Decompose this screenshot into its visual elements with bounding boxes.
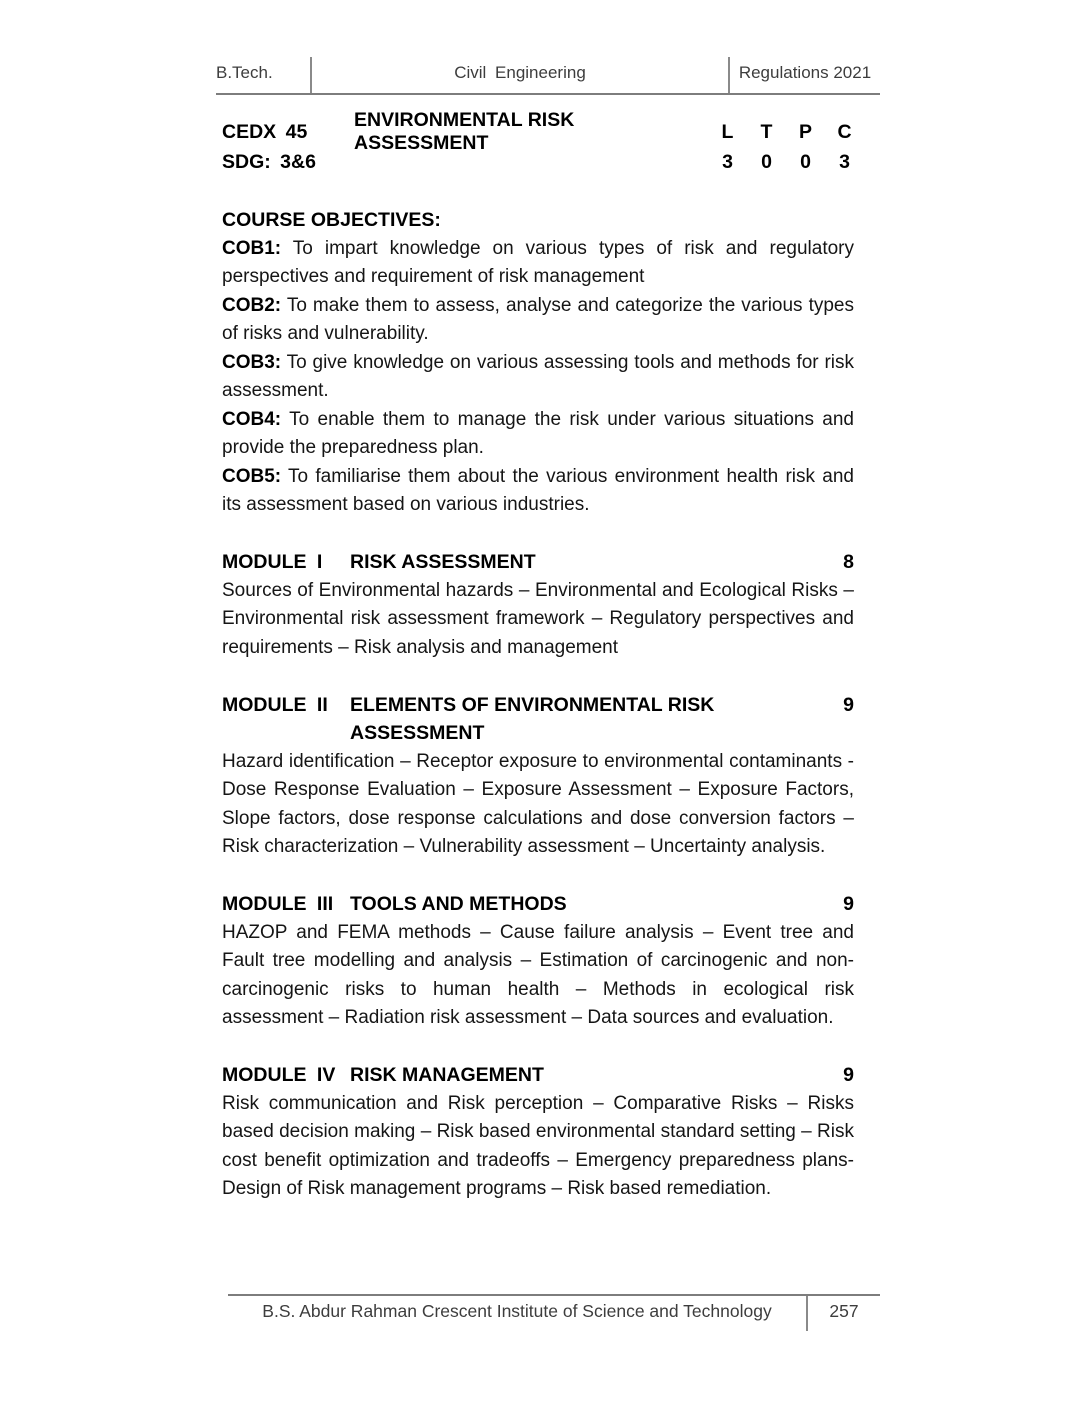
module-section-2: [222, 691, 854, 862]
objectives-heading: COURSE OBJECTIVES:: [222, 209, 441, 231]
objective-text: To familiarise them about the various environment health risk and its assessment based on various industries.: [222, 465, 854, 515]
module-heading: [222, 548, 854, 577]
objective-label: COB4:: [222, 408, 282, 430]
module-title: RISK MANAGEMENT: [350, 1064, 544, 1086]
module-body: Hazard identification – Receptor exposure to environmental contaminants - Dose Response Evaluation – Exposure Assessment – Exposure Factors, Slope factors, dose response calculations and dose conversion factors – Risk characterization – Vulnerability assessment – Uncertainty analysis.: [222, 750, 854, 857]
ltpc-value-t: 0: [761, 150, 772, 173]
page-header: [216, 57, 880, 95]
module-title: TOOLS AND METHODS: [350, 893, 567, 915]
objective-text: To give knowledge on various assessing tools and methods for risk assessment.: [222, 351, 855, 401]
objective-label: COB3:: [222, 351, 282, 373]
header-degree: B.Tech.: [216, 63, 273, 82]
module-heading: [222, 691, 854, 748]
module-section-1: [222, 548, 854, 662]
module-label: MODULE IV: [222, 1064, 336, 1086]
module-label: MODULE I: [222, 551, 323, 573]
objective-item: [222, 235, 854, 292]
course-title: ENVIRONMENTAL RISK ASSESSMENT: [354, 109, 575, 154]
module-heading: [222, 890, 854, 919]
header-regulations: Regulations 2021: [738, 63, 872, 82]
objective-label: COB2:: [222, 294, 282, 316]
module-hours: 9: [843, 893, 854, 915]
objective-item: [222, 292, 854, 349]
objective-label: COB5:: [222, 465, 282, 487]
ltpc-value-l: 3: [722, 150, 733, 173]
objective-item: [222, 463, 854, 520]
ltpc-header-p: P: [798, 120, 812, 143]
ltpc-value-p: 0: [800, 150, 811, 173]
module-section-4: [222, 1061, 854, 1204]
module-heading: [222, 1061, 854, 1090]
footer-page-number: 257: [829, 1301, 859, 1321]
objective-item: [222, 349, 854, 406]
module-label: MODULE III: [222, 893, 334, 915]
module-body: HAZOP and FEMA methods – Cause failure analysis – Event tree and Fault tree modelling and analysis – Estimation of carcinogenic and non-carcinogenic risks to human health – Methods in ecological risk assessment – Radiation risk assessment – Data sources and evaluation.: [222, 921, 854, 1028]
module-title: ELEMENTS OF ENVIRONMENTAL RISK ASSESSMENT: [350, 693, 715, 744]
module-body: Risk communication and Risk perception – Comparative Risks – Risks based decision making – Risk based environmental standard setting – Risk cost benefit optimization and tradeoffs – Emergency preparedness plans- Design of Risk management programs – Risk based remediation.: [222, 1092, 854, 1199]
module-label: MODULE II: [222, 693, 328, 716]
objective-text: To make them to assess, analyse and categorize the various types of risks and vulnerability.: [222, 294, 854, 344]
module-hours: 9: [843, 1064, 854, 1086]
ltpc-header-l: L: [721, 120, 734, 143]
ltpc-header-c: C: [837, 120, 852, 143]
module-body: Sources of Environmental hazards – Environmental and Ecological Risks – Environmental risk assessment framework – Regulatory perspectives and requirements – Risk analysis and management: [222, 579, 854, 658]
course-header-row-1: [222, 109, 864, 154]
course-header: [222, 109, 864, 177]
module-hours: 8: [843, 551, 854, 573]
course-code: CEDX 45: [222, 120, 308, 143]
module-hours: 9: [843, 693, 854, 716]
objective-label: COB1:: [222, 237, 282, 259]
objective-text: To enable them to manage the risk under various situations and provide the preparedness plan.: [222, 408, 854, 458]
ltpc-value-c: 3: [839, 150, 850, 173]
page-footer: [228, 1294, 880, 1331]
objective-item: [222, 406, 854, 463]
course-sdg: SDG: 3&6: [222, 150, 316, 173]
footer-institute: B.S. Abdur Rahman Crescent Institute of Science and Technology: [228, 1296, 808, 1331]
ltpc-header-t: T: [760, 120, 773, 143]
module-title: RISK ASSESSMENT: [350, 551, 536, 573]
course-content: [222, 206, 854, 1204]
module-section-3: [222, 890, 854, 1033]
objective-text: To impart knowledge on various types of risk and regulatory perspectives and requirement of risk management: [222, 237, 854, 287]
header-department: Civil Engineering: [454, 63, 586, 82]
